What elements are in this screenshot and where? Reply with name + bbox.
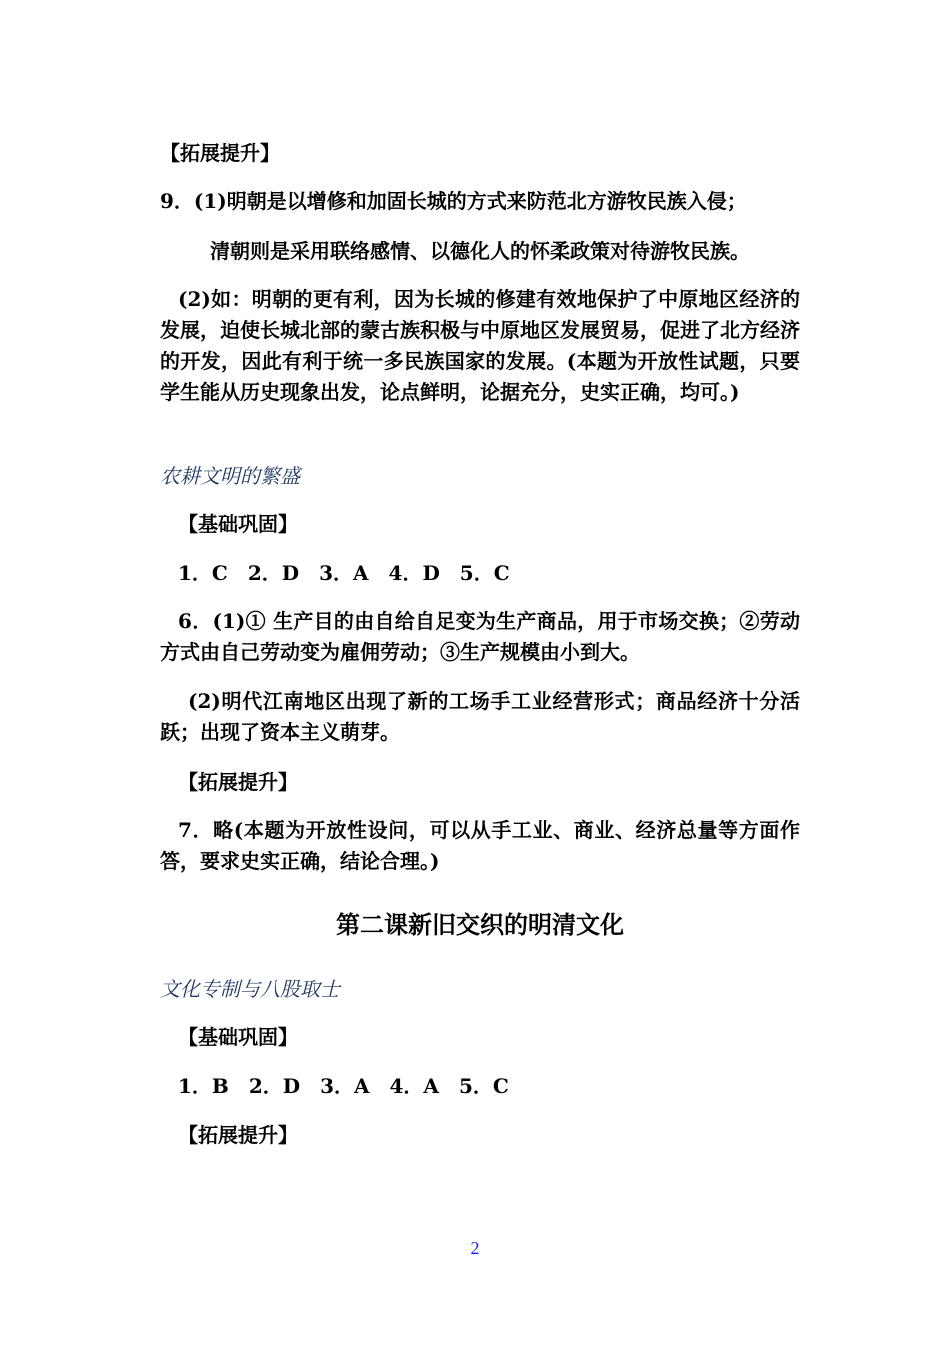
q9-part1-line2: 清朝则是采用联络感情、以德化人的怀柔政策对待游牧民族。	[210, 239, 750, 263]
lesson-title: 第二课新旧交织的明清文化	[336, 910, 624, 939]
extension-label: 【拓展提升】	[178, 770, 298, 794]
section-heading-farming-civilization: 农耕文明的繁盛	[160, 464, 300, 488]
section-heading-cultural-autocracy: 文化专制与八股取士	[160, 977, 340, 1001]
q9-part1-line1: 9．(1)明朝是以增修和加固长城的方式来防范北方游牧民族入侵；	[160, 189, 747, 213]
extension-label: 【拓展提升】	[178, 1123, 298, 1147]
q6-part1-paragraph: 6．(1)① 生产目的由自给自足变为生产商品，用于市场交换；②劳动方式由自己劳动变为雇佣劳动；③生产规模由小到大。	[160, 609, 800, 664]
answers-choice-2: 1．B 2．D 3．A 4．A 5．C	[178, 1074, 509, 1098]
extension-label: 【拓展提升】	[160, 141, 280, 165]
basic-consolidation-label: 【基础巩固】	[178, 512, 298, 536]
q7-paragraph: 7．略(本题为开放性设问，可以从手工业、商业、经济总量等方面作答，要求史实正确，结论合理。)	[160, 818, 800, 873]
basic-consolidation-label: 【基础巩固】	[178, 1025, 298, 1049]
page-number: 2	[470, 1238, 480, 1258]
q9-part2-paragraph: (2)如：明朝的更有利，因为长城的修建有效地保护了中原地区经济的发展，迫使长城北部的蒙古族积极与中原地区发展贸易，促进了北方经济的开发，因此有利于统一多民族国家的发展。(本题为开放性试题，只要学生能从历史现象出发，论点鲜明，论据充分，史实正确，均可。)	[160, 287, 800, 404]
q6-part2-paragraph: (2)明代江南地区出现了新的工场手工业经营形式；商品经济十分活跃；出现了资本主义萌芽。	[160, 689, 800, 744]
answers-choice-1: 1．C 2．D 3．A 4．D 5．C	[178, 561, 510, 585]
